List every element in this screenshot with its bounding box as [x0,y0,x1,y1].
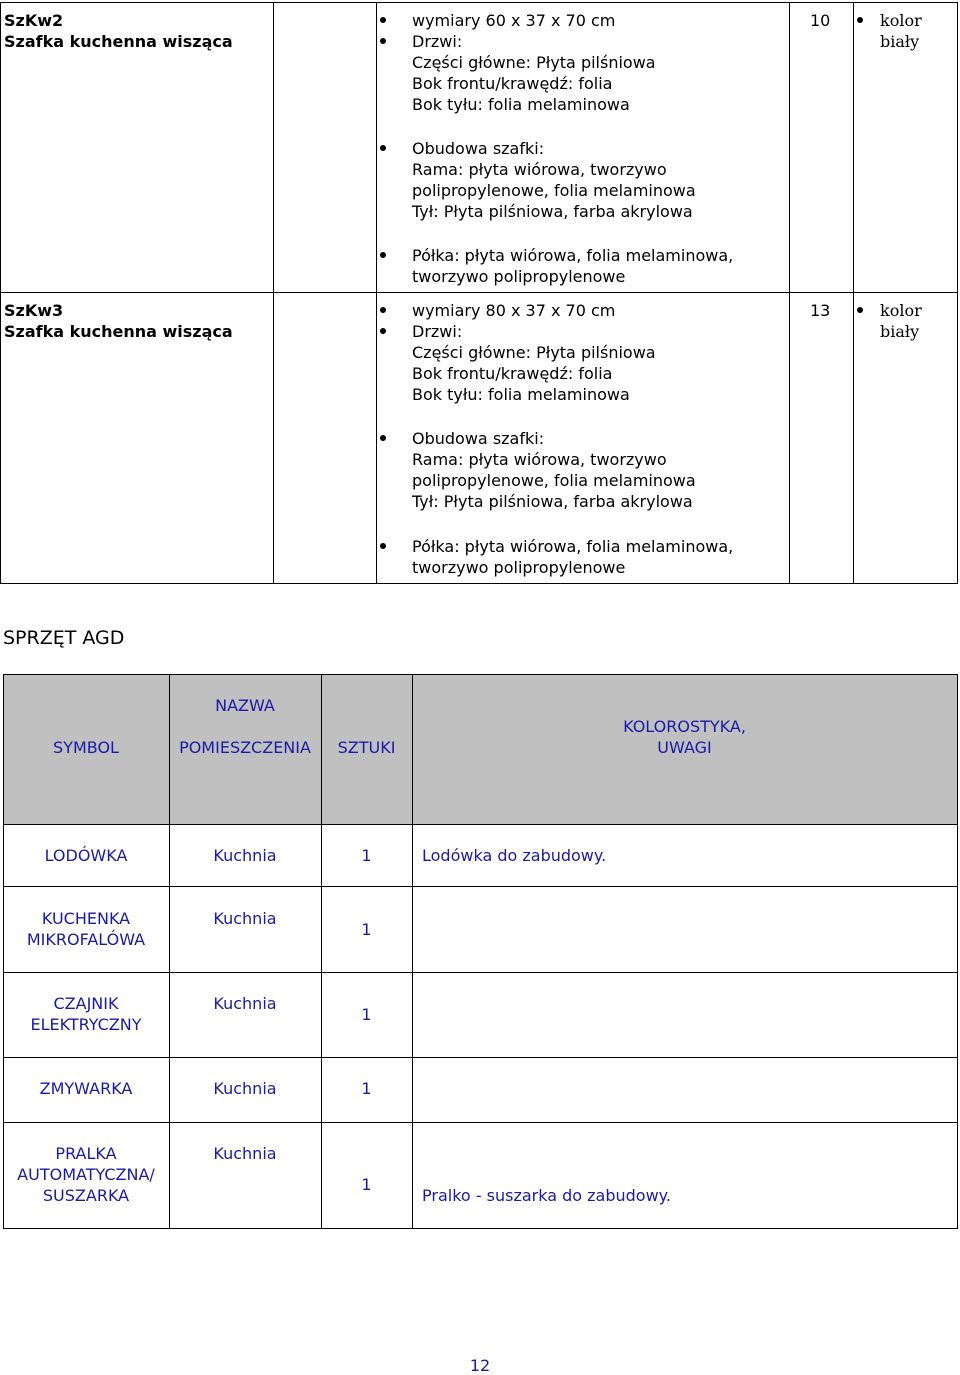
spec-line: Obudowa szafki: [412,429,545,448]
cabinet-code: SzKw2 [4,11,64,30]
header-room: NAZWA [215,696,275,715]
table-border [3,674,958,675]
appliance-symbol: ELEKTRYCZNY [30,1015,142,1034]
spec-line: Części główne: Płyta pilśniowa [412,53,656,72]
table-border [0,2,958,3]
bullet-icon [380,543,386,549]
table-border [273,2,274,584]
bullet-icon [857,17,863,23]
table-border [3,1122,958,1123]
table-border [853,2,854,584]
spec-line: Rama: płyta wiórowa, tworzywo [412,450,667,469]
spec-line: Bok tyłu: folia melaminowa [412,95,630,114]
spec-line: Obudowa szafki: [412,139,545,158]
bullet-icon [380,145,386,151]
bullet-icon [380,17,386,23]
appliance-symbol: KUCHENKA [41,909,131,928]
cabinet-note: biały [880,32,920,51]
table-border [789,2,790,584]
bullet-icon [380,252,386,258]
cabinet-quantity: 13 [810,301,831,320]
table-border [3,1057,958,1058]
bullet-icon [380,328,386,334]
spec-line: Drzwi: [412,322,463,341]
spec-line: Bok frontu/krawędź: folia [412,74,613,93]
spec-line: Drzwi: [412,32,463,51]
spec-line: Półka: płyta wiórowa, folia melaminowa, [412,246,734,265]
appliance-room: Kuchnia [213,1144,277,1163]
appliance-room: Kuchnia [213,994,277,1013]
table-border [0,2,1,584]
cabinet-quantity: 10 [810,11,831,30]
cabinet-name: Szafka kuchenna wisząca [4,322,233,341]
table-border [957,674,958,1229]
spec-line: Części główne: Płyta pilśniowa [412,343,656,362]
appliance-quantity: 1 [361,1005,372,1024]
spec-line: polipropylenowe, folia melaminowa [412,181,696,200]
bullet-icon [380,435,386,441]
appliance-quantity: 1 [361,1175,372,1194]
table-border [957,2,958,584]
section-title: SPRZĘT AGD [3,627,125,649]
appliance-notes: Lodówka do zabudowy. [422,846,607,865]
page-number: 12 [469,1356,491,1375]
bullet-icon [380,307,386,313]
table-border [0,292,958,293]
header-room: POMIESZCZENIA [179,738,311,757]
appliance-symbol: SUSZARKA [42,1186,130,1205]
header-notes: KOLOROSTYKA, [623,717,746,736]
appliance-notes: Pralko - suszarka do zabudowy. [422,1186,671,1205]
spec-line: Półka: płyta wiórowa, folia melaminowa, [412,537,734,556]
cabinet-note: kolor [880,301,922,320]
spec-line: Bok tyłu: folia melaminowa [412,385,630,404]
table-border [3,972,958,973]
appliance-symbol: CZAJNIK [53,994,119,1013]
spec-line: Bok frontu/krawędź: folia [412,364,613,383]
cabinet-note: biały [880,322,920,341]
spec-line: Rama: płyta wiórowa, tworzywo [412,160,667,179]
appliance-symbol: AUTOMATYCZNA/ [17,1165,155,1184]
appliance-room: Kuchnia [213,1079,277,1098]
header-quantity: SZTUKI [337,738,396,757]
appliance-symbol: LODÓWKA [44,846,128,865]
cabinet-note: kolor [880,11,922,30]
cabinet-code: SzKw3 [4,301,64,320]
spec-line: wymiary 80 x 37 x 70 cm [412,301,616,320]
appliance-quantity: 1 [361,920,372,939]
cabinet-name: Szafka kuchenna wisząca [4,32,233,51]
spec-line: tworzywo polipropylenowe [412,558,626,577]
table-border [0,583,958,584]
appliance-symbol: MIKROFALÓWA [26,930,146,949]
spec-line: Tył: Płyta pilśniowa, farba akrylowa [412,202,693,221]
spec-line: Tył: Płyta pilśniowa, farba akrylowa [412,492,693,511]
appliance-quantity: 1 [361,846,372,865]
table-border [3,886,958,887]
table-border [3,824,958,825]
appliance-symbol: PRALKA [55,1144,117,1163]
appliance-room: Kuchnia [213,909,277,928]
table-border [376,2,377,584]
appliance-symbol: ZMYWARKA [39,1079,133,1098]
spec-line: wymiary 60 x 37 x 70 cm [412,11,616,30]
bullet-icon [857,307,863,313]
spec-line: tworzywo polipropylenowe [412,267,626,286]
header-notes: UWAGI [657,738,712,757]
appliance-room: Kuchnia [213,846,277,865]
header-symbol: SYMBOL [53,738,119,757]
appliance-quantity: 1 [361,1079,372,1098]
spec-line: polipropylenowe, folia melaminowa [412,471,696,490]
bullet-icon [380,38,386,44]
table-border [3,1228,958,1229]
